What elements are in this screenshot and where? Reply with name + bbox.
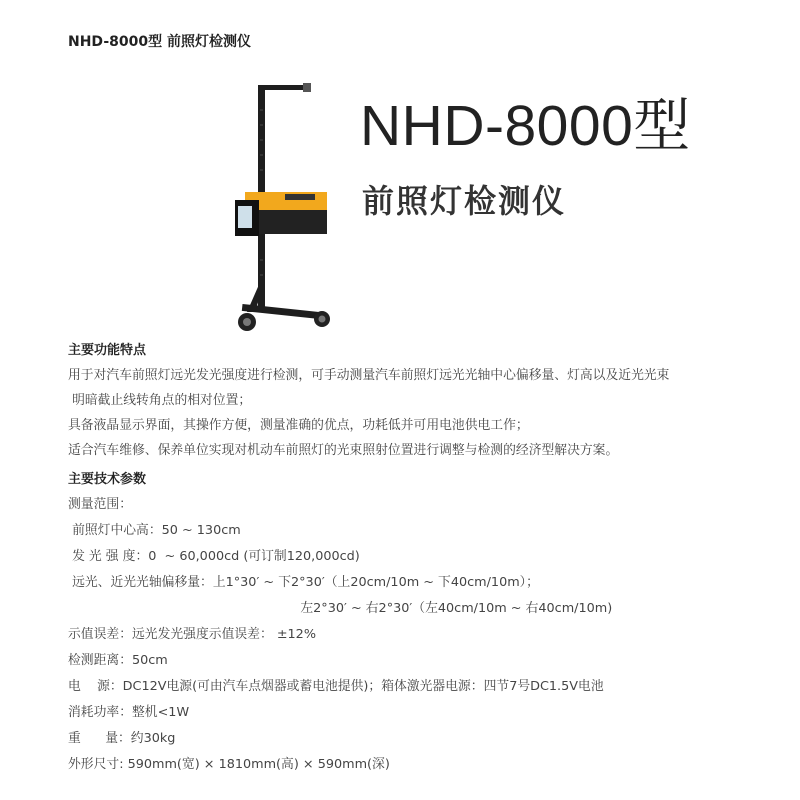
- spec-line: 检测距离：50cm: [68, 653, 168, 668]
- lens: [238, 206, 252, 228]
- spec-line: 电 源：DC12V电源(可由汽车点烟器或蓄电池提供)；箱体激光器电源：四节7号DC1.5V电池: [68, 679, 604, 694]
- spec-line: 外形尺寸: 590mm(宽) × 1810mm(高) × 590mm(深): [68, 757, 390, 772]
- hero-subtitle: 前照灯检测仪: [362, 182, 567, 220]
- spec-line: 发 光 强 度：0 ~ 60,000cd (可订制120,000cd): [68, 549, 360, 564]
- feature-line: 明暗截止线转角点的相对位置；: [68, 393, 252, 408]
- headlight-tester-image: [225, 80, 335, 340]
- spec-line: 测量范围：: [68, 497, 132, 512]
- spec-line: 远光、近光光轴偏移量：上1°30′ ~ 下2°30′（上20cm/10m ~ 下40cm/10m）；: [68, 575, 539, 590]
- spec-line: 左2°30′ ~ 右2°30′（左40cm/10m ~ 右40cm/10m): [158, 601, 613, 616]
- hero-model: NHD-8000型: [360, 94, 691, 158]
- top-arm: [258, 85, 308, 90]
- spec-line: 重 量：约30kg: [68, 731, 176, 746]
- top-bracket: [303, 83, 311, 92]
- feature-line: 用于对汽车前照灯远光发光强度进行检测，可手动测量汽车前照灯远光光轴中心偏移量、灯高以及近光光束: [68, 368, 670, 383]
- spec-line: 示值误差：远光发光强度示值误差： ±12%: [68, 627, 316, 642]
- spec-line: 消耗功率：整机<1W: [68, 705, 190, 720]
- spec-line: 前照灯中心高：50 ~ 130cm: [68, 523, 241, 538]
- description-content: [68, 338, 768, 778]
- feature-line: 适合汽车维修、保养单位实现对机动车前照灯的光束照射位置进行调整与检测的经济型解决方案。: [68, 443, 619, 458]
- specs-heading: 主要技术参数: [68, 472, 147, 487]
- control-panel: [285, 194, 315, 200]
- feature-line: 具备液晶显示界面，其操作方便，测量准确的优点，功耗低并可用电池供电工作；: [68, 418, 529, 433]
- features-heading: 主要功能特点: [68, 343, 147, 358]
- page-title: NHD-8000型 前照灯检测仪: [68, 34, 251, 50]
